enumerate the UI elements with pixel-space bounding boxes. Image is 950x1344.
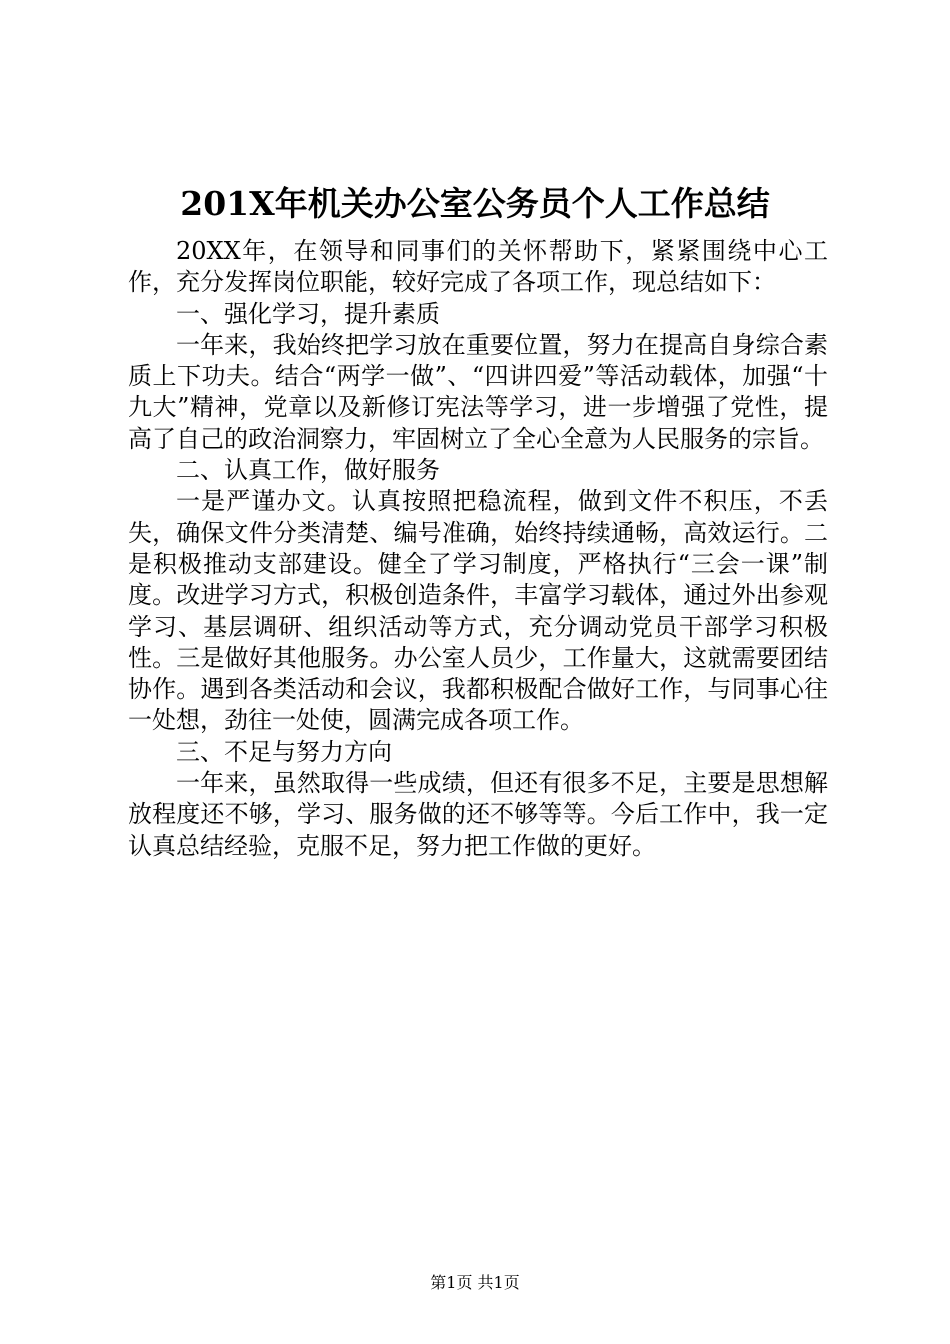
document-body	[128, 236, 828, 862]
section-body-3: 一年来，虽然取得一些成绩，但还有很多不足，主要是思想解放程度还不够，学习、服务做的还不够等等。今后工作中，我一定认真总结经验，克服不足，努力把工作做的更好。	[128, 769, 828, 860]
section-heading-2: 二、认真工作，做好服务	[176, 456, 440, 485]
section-heading-3: 三、不足与努力方向	[176, 737, 392, 766]
section-body-2: 一是严谨办文。认真按照把稳流程，做到文件不积压，不丢失，确保文件分类清楚、编号准确，始终持续通畅，高效运行。二是积极推动支部建设。健全了学习制度，严格执行“三会一课”制度。改进学习方式，积极创造条件，丰富学习载体，通过外出参观学习、基层调研、组织活动等方式，充分调动党员干部学习积极性。三是做好其他服务。办公室人员少，工作量大，这就需要团结协作。遇到各类活动和会议，我都积极配合做好工作，与同事心往一处想，劲往一处使，圆满完成各项工作。	[128, 487, 828, 735]
document-title: 201X年机关办公室公务员个人工作总结	[180, 184, 770, 223]
intro-paragraph: 20XX年，在领导和同事们的关怀帮助下，紧紧围绕中心工作，充分发挥岗位职能，较好完成了各项工作，现总结如下：	[128, 237, 828, 297]
page-number-footer: 第1页 共1页	[430, 1273, 520, 1292]
section-heading-1: 一、强化学习，提升素质	[176, 299, 440, 328]
section-body-1: 一年来，我始终把学习放在重要位置，努力在提高自身综合素质上下功夫。结合“两学一做”、“四讲四爱”等活动载体，加强“十九大”精神，党章以及新修订宪法等学习，进一步增强了党性，提高了自己的政治洞察力，牢固树立了全心全意为人民服务的宗旨。	[128, 330, 828, 453]
